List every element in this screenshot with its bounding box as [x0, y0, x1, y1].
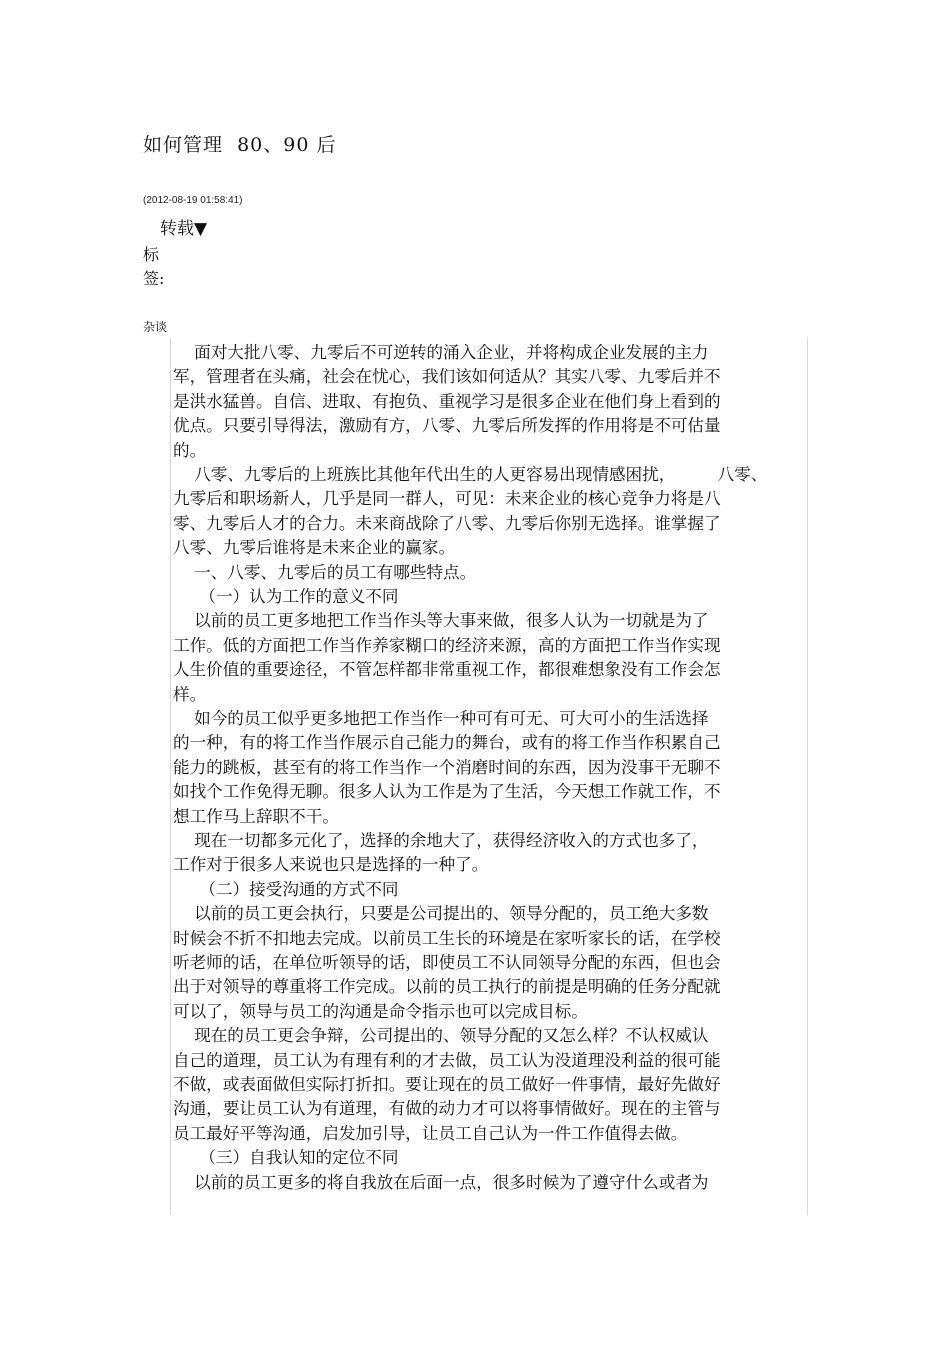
article-line: （三）自我认知的定位不同 [173, 1148, 399, 1168]
article-line: 可以了，领导与员工的沟通是命令指示也可以完成目标。 [173, 1001, 588, 1021]
article-line: 想工作马上辞职不干。 [173, 806, 339, 826]
article-line: 如找个工作免得无聊。很多人认为工作是为了生活，今天想工作就工作，不 [173, 782, 721, 802]
article-line: 一、八零、九零后的员工有哪些特点。 [173, 562, 477, 582]
article-line: 不做，或表面做但实际打折扣。要让现在的员工做好一件事情，最好先做好 [173, 1075, 721, 1094]
tag-label-line-2: 签: [143, 269, 165, 288]
article-line: 时候会不折不扣地去完成。以前员工生长的环境是在家听家长的话，在学校 [173, 928, 721, 948]
article-line: 的。 [173, 440, 207, 460]
article-line: 军，管理者在头痛，社会在忧心，我们该如何适从？其实八零、九零后并不 [173, 367, 721, 387]
article-line: （一）认为工作的意义不同 [173, 587, 399, 606]
tag-label [143, 243, 163, 291]
article-body [170, 338, 808, 1215]
article-line: 员工最好平等沟通，启发加引导，让员工自己认为一件工作值得去做。 [173, 1123, 688, 1143]
article-line: 听老师的话，在单位听领导的话，即使员工不认同领导分配的东西，但也会 [173, 953, 721, 972]
article-line: 以前的员工更多地把工作当作头等大事来做，很多人认为一切就是为了 [173, 611, 709, 631]
article-line: 工作对于很多人来说也只是选择的一种了。 [173, 855, 489, 875]
article-line: 的一种，有的将工作当作展示自己能力的舞台，或有的将工作当作积累自己 [173, 733, 721, 753]
article-line: 以前的员工更多的将自我放在后面一点，很多时候为了遵守什么或者为 [173, 1172, 709, 1192]
repost-button[interactable]: 转载▼ [160, 219, 208, 239]
article-line: 如今的员工似乎更多地把工作当作一种可有可无、可大可小的生活选择 [173, 709, 709, 728]
article-line: 现在一切都多元化了，选择的余地大了，获得经济收入的方式也多了， [173, 831, 709, 850]
article-line: 八零、九零后的上班族比其他年代出生的人更容易出现情感困扰， 八零、 [173, 465, 768, 484]
article-line: （二）接受沟通的方式不同 [173, 879, 399, 899]
post-date: (2012-08-19 01:58:41) [143, 195, 243, 206]
tag-link[interactable]: 杂谈 [143, 320, 168, 334]
article-line: 零、九零后人才的合力。未来商战除了八零、九零后你别无选择。谁掌握了 [173, 513, 721, 533]
article-line: 现在的员工更会争辩，公司提出的、领导分配的又怎么样？不认权威认 [173, 1026, 709, 1046]
page-title: 如何管理 80、90 后 [143, 134, 337, 156]
article-line: 以前的员工更会执行，只要是公司提出的、领导分配的，员工绝大多数 [173, 904, 709, 924]
article-line: 人生价值的重要途径，不管怎样都非常重视工作，都很难想象没有工作会怎 [173, 660, 721, 680]
article-line: 样。 [173, 684, 207, 704]
article-line: 沟通，要让员工认为有道理，有做的动力才可以将事情做好。现在的主管与 [173, 1099, 721, 1119]
article-line: 优点。只要引导得法，激励有方，八零、九零后所发挥的作用将是不可估量 [173, 416, 721, 436]
article-line: 是洪水猛兽。自信、进取、有抱负、重视学习是很多企业在他们身上看到的 [173, 391, 721, 411]
tag-label-line-1: 标 [143, 245, 160, 264]
article-line: 出于对领导的尊重将工作完成。以前的员工执行的前提是明确的任务分配就 [173, 977, 721, 997]
article-line: 面对大批八零、九零后不可逆转的涌入企业，并将构成企业发展的主力 [173, 343, 709, 362]
article-line: 九零后和职场新人，几乎是同一群人，可见：未来企业的核心竞争力将是八 [173, 489, 721, 509]
article-line: 自己的道理，员工认为有理有利的才去做，员工认为没道理没利益的很可能 [173, 1050, 721, 1070]
article-line: 八零、九零后谁将是未来企业的赢家。 [173, 538, 456, 558]
article-line: 能力的跳板，甚至有的将工作当作一个消磨时间的东西，因为没事干无聊不 [173, 757, 721, 777]
article-line: 工作。低的方面把工作当作养家糊口的经济来源，高的方面把工作当作实现 [173, 635, 721, 655]
